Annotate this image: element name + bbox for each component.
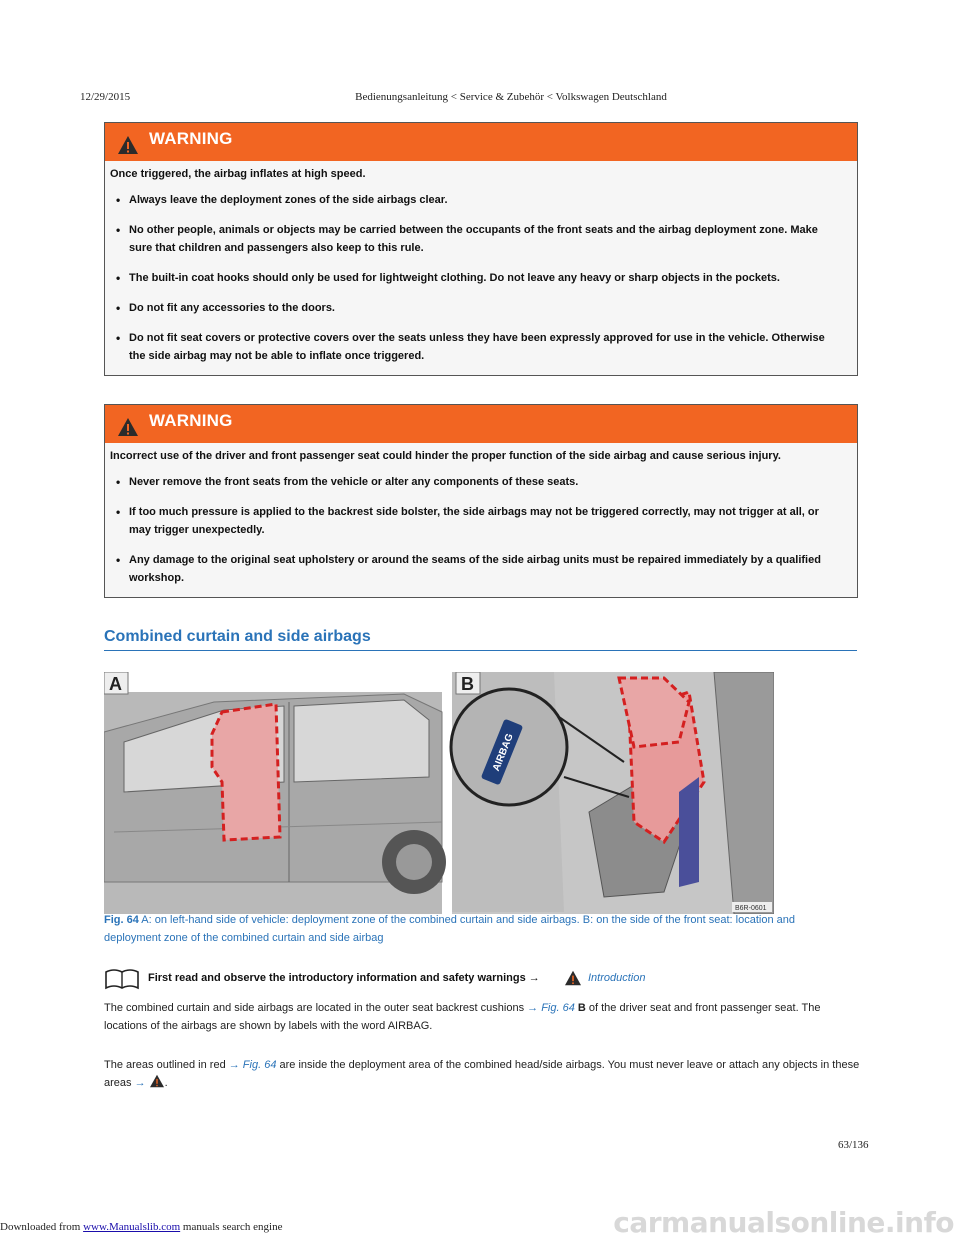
- warning-item: • Never remove the front seats from the vehicle or alter any components of these seats.: [129, 473, 843, 491]
- warning-link-arrow[interactable]: →: [134, 1077, 146, 1089]
- warning-title: WARNING: [149, 411, 233, 430]
- watermark: carmanualsonline.info: [613, 1206, 954, 1239]
- header-title: Bedienungsanleitung < Service & Zubehör < Volkswagen Deutschland: [355, 91, 667, 103]
- footer: [0, 1221, 282, 1233]
- figure-panel-b: [451, 672, 774, 914]
- warning-item: • No other people, animals or objects may be carried between the occupants of the front seats and the airbag deployment zone. Make sure that children and passengers also keep to this rule.: [129, 221, 843, 257]
- warning-header: [105, 123, 857, 161]
- fig-link[interactable]: → Fig. 64: [527, 1002, 575, 1014]
- section-title: Combined curtain and side airbags: [104, 628, 857, 651]
- figure-code: B6R-0601: [735, 905, 767, 912]
- warning-item: • The built-in coat hooks should only be used for lightweight clothing. Do not leave any heavy or sharp objects in the pockets.: [129, 269, 843, 287]
- read-first-text: First read and observe the introductory information and safety warnings →: [148, 972, 540, 984]
- warning-triangle-icon: [117, 417, 139, 437]
- warning-item: • If too much pressure is applied to the backrest side bolster, the side airbags may not be triggered correctly, may not trigger at all, or may trigger unexpectedly.: [129, 503, 843, 539]
- warning-intro: Once triggered, the airbag inflates at high speed.: [110, 168, 366, 180]
- page-number: 63/136: [838, 1139, 869, 1151]
- airbag-label: AIRBAG: [490, 732, 516, 773]
- warning-title: WARNING: [149, 129, 233, 148]
- para-text: The areas outlined in red: [104, 1059, 229, 1071]
- warning-triangle-icon: [564, 970, 582, 986]
- para-end: .: [164, 1077, 168, 1089]
- paragraph-location: [104, 999, 864, 1035]
- paragraph-areas: [104, 1056, 864, 1092]
- figure-panel-a: [104, 672, 446, 914]
- footer-suffix: manuals search engine: [180, 1221, 283, 1233]
- warning-intro: Incorrect use of the driver and front passenger seat could hinder the proper function of the side airbag and cause serious injury.: [110, 450, 781, 462]
- para-text: The combined curtain and side airbags are located in the outer seat backrest cushions: [104, 1002, 528, 1014]
- header-date: 12/29/2015: [80, 91, 131, 103]
- warning-triangle-icon: [149, 1074, 165, 1088]
- para-text: of the driver seat and front passenger seat. The locations of the airbags are shown by labels with the word AIRBAG.: [104, 1002, 821, 1032]
- para-bold-b: B: [574, 1002, 586, 1014]
- fig-link[interactable]: → Fig. 64: [228, 1059, 277, 1071]
- warning-header: [105, 405, 857, 443]
- figure-caption: [104, 911, 854, 947]
- panel-a-label: A: [109, 674, 122, 694]
- warning-item: • Any damage to the original seat upholstery or around the seams of the side airbag units must be repaired immediately by a qualified workshop.: [129, 551, 843, 587]
- introduction-link[interactable]: Introduction: [588, 972, 646, 984]
- footer-prefix: Downloaded from: [0, 1221, 84, 1233]
- warning-list: [105, 191, 857, 365]
- airbag-figure: [104, 672, 774, 914]
- book-icon: [104, 968, 140, 990]
- caption-text: A: on left-hand side of vehicle: deployment zone of the combined curtain and side airbags. B: on the side of the front seat: location and deployment zone of the combined curtain and side airbag: [104, 914, 795, 944]
- panel-b-label: B: [461, 674, 474, 694]
- warning-box-2: [104, 404, 858, 598]
- warning-triangle-icon: [117, 135, 139, 155]
- read-first-note: [104, 968, 864, 990]
- warning-item: • Do not fit any accessories to the doors.: [129, 299, 843, 317]
- warning-list: [105, 473, 857, 587]
- warning-item: • Do not fit seat covers or protective covers over the seats unless they have been expressly approved for use in the vehicle. Otherwise the side airbag may not be able to inflate once triggered.: [129, 329, 843, 365]
- warning-box-1: [104, 122, 858, 376]
- manualslib-link[interactable]: www.Manualslib.com: [83, 1221, 181, 1233]
- para-text: are inside the deployment area of the combined head/side airbags. You must never leave or attach any objects in these areas: [104, 1059, 860, 1089]
- figure-number: Fig. 64: [104, 914, 139, 926]
- warning-item: • Always leave the deployment zones of the side airbags clear.: [129, 191, 843, 209]
